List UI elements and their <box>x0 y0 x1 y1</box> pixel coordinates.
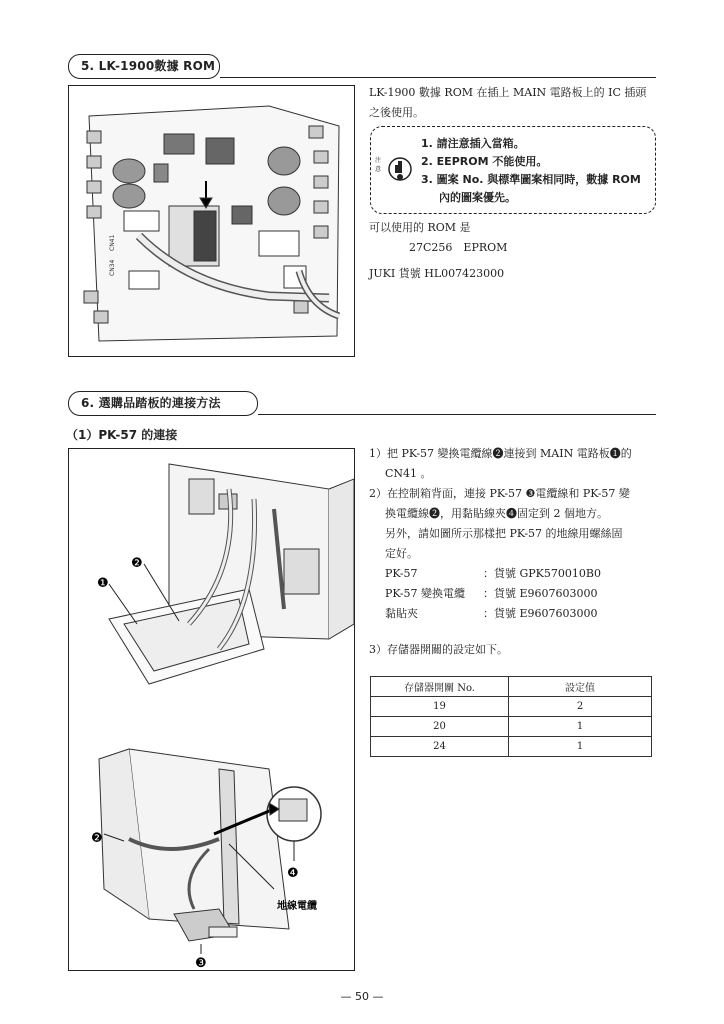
table-cell: 1 <box>509 737 652 757</box>
parts-list <box>385 564 665 624</box>
part-name-2: PK-57 變換電纜 <box>385 587 466 600</box>
table-row <box>371 697 652 717</box>
step2-line4: 定好。 <box>385 547 418 560</box>
table-cell: 2 <box>509 697 652 717</box>
step3: 3）存儲器開關的設定如下。 <box>369 643 508 656</box>
table-cell: 19 <box>371 697 509 717</box>
step1-line1: 1）把 PK-57 變換電纜線❷連接到 MAIN 電路板❶的 <box>369 447 632 460</box>
part-row-2 <box>385 584 665 604</box>
section6-steps <box>369 444 661 564</box>
rom-type: 27C256 EPROM <box>409 241 508 254</box>
notice-item-1: 1. 請注意插入當箱。 <box>421 137 525 150</box>
page-number: — 50 — <box>340 990 384 1003</box>
section6-subtitle: （1）PK-57 的連接 <box>66 428 178 442</box>
rom-figure <box>68 85 355 357</box>
section6-rule <box>258 414 656 415</box>
fig-label-pedal-3: ❸ <box>195 956 207 971</box>
table-row <box>371 737 652 757</box>
memory-switch-table <box>370 676 652 757</box>
fig-label-cable-2: ❷ <box>131 556 143 571</box>
table-cell: 24 <box>371 737 509 757</box>
table-row <box>371 717 652 737</box>
fig-label-board-1: ❶ <box>97 576 109 591</box>
table-cell: 1 <box>509 717 652 737</box>
table-header-switch: 存儲器開關 No. <box>371 677 509 697</box>
rom-line: 可以使用的 ROM 是 <box>369 221 471 234</box>
fig-label-cable-2b: ❷ <box>91 831 103 846</box>
fig-label-clamp-4: ❹ <box>287 866 299 881</box>
part-name-3: 黏貼夾 <box>385 607 418 620</box>
step2-line3: 另外，請如圖所示那樣把 PK-57 的地線用螺絲固 <box>385 527 623 540</box>
section5-body-line2: 之後使用。 <box>369 106 424 119</box>
step2-line1: 2）在控制箱背面，連接 PK-57 ❸電纜線和 PK-57 變 <box>369 487 630 500</box>
part-name-1: PK-57 <box>385 567 418 580</box>
table-header-row <box>371 677 652 697</box>
notice-item-4: 內的圖案優先。 <box>439 191 516 204</box>
notice-item-2: 2. EEPROM 不能使用。 <box>421 155 548 168</box>
part-no-2: ：貨號 E9607603000 <box>483 587 598 600</box>
section6-title: 6. 選購品踏板的連接方法 <box>68 391 258 416</box>
cn34-label: CN34 <box>109 259 116 276</box>
juki-part: JUKI 貨號 HL007423000 <box>369 267 505 280</box>
table-header-value: 設定值 <box>509 677 652 697</box>
part-row-1 <box>385 564 665 584</box>
table-cell: 20 <box>371 717 509 737</box>
section5-body-line1: LK-1900 數據 ROM 在插上 MAIN 電路板上的 IC 插頭 <box>369 86 647 99</box>
notice-item-3: 3. 圖案 No. 與標準圖案相同時，數據 ROM <box>421 173 641 186</box>
pk57-figure <box>68 448 355 971</box>
rom-info <box>369 218 659 284</box>
step2-line2: 換電纜線❷，用黏貼線夾❹固定到 2 個地方。 <box>385 507 608 520</box>
part-no-1: ：貨號 GPK570010B0 <box>483 567 601 580</box>
notice-badge-label: 注意 <box>375 157 400 173</box>
part-row-3 <box>385 604 665 624</box>
rom-board-illustration <box>69 86 355 357</box>
section5-rule <box>220 77 656 78</box>
step1-line2: CN41 。 <box>385 467 432 480</box>
fig-label-ground-cable: 地線電纜 <box>277 901 317 912</box>
section5-title: 5. LK-1900數據 ROM <box>68 54 220 79</box>
cn41-label: CN41 <box>109 234 116 251</box>
pk57-illustration <box>69 449 355 971</box>
notice-box <box>370 126 656 214</box>
section5-body <box>369 83 659 123</box>
part-no-3: ：貨號 E9607603000 <box>483 607 598 620</box>
